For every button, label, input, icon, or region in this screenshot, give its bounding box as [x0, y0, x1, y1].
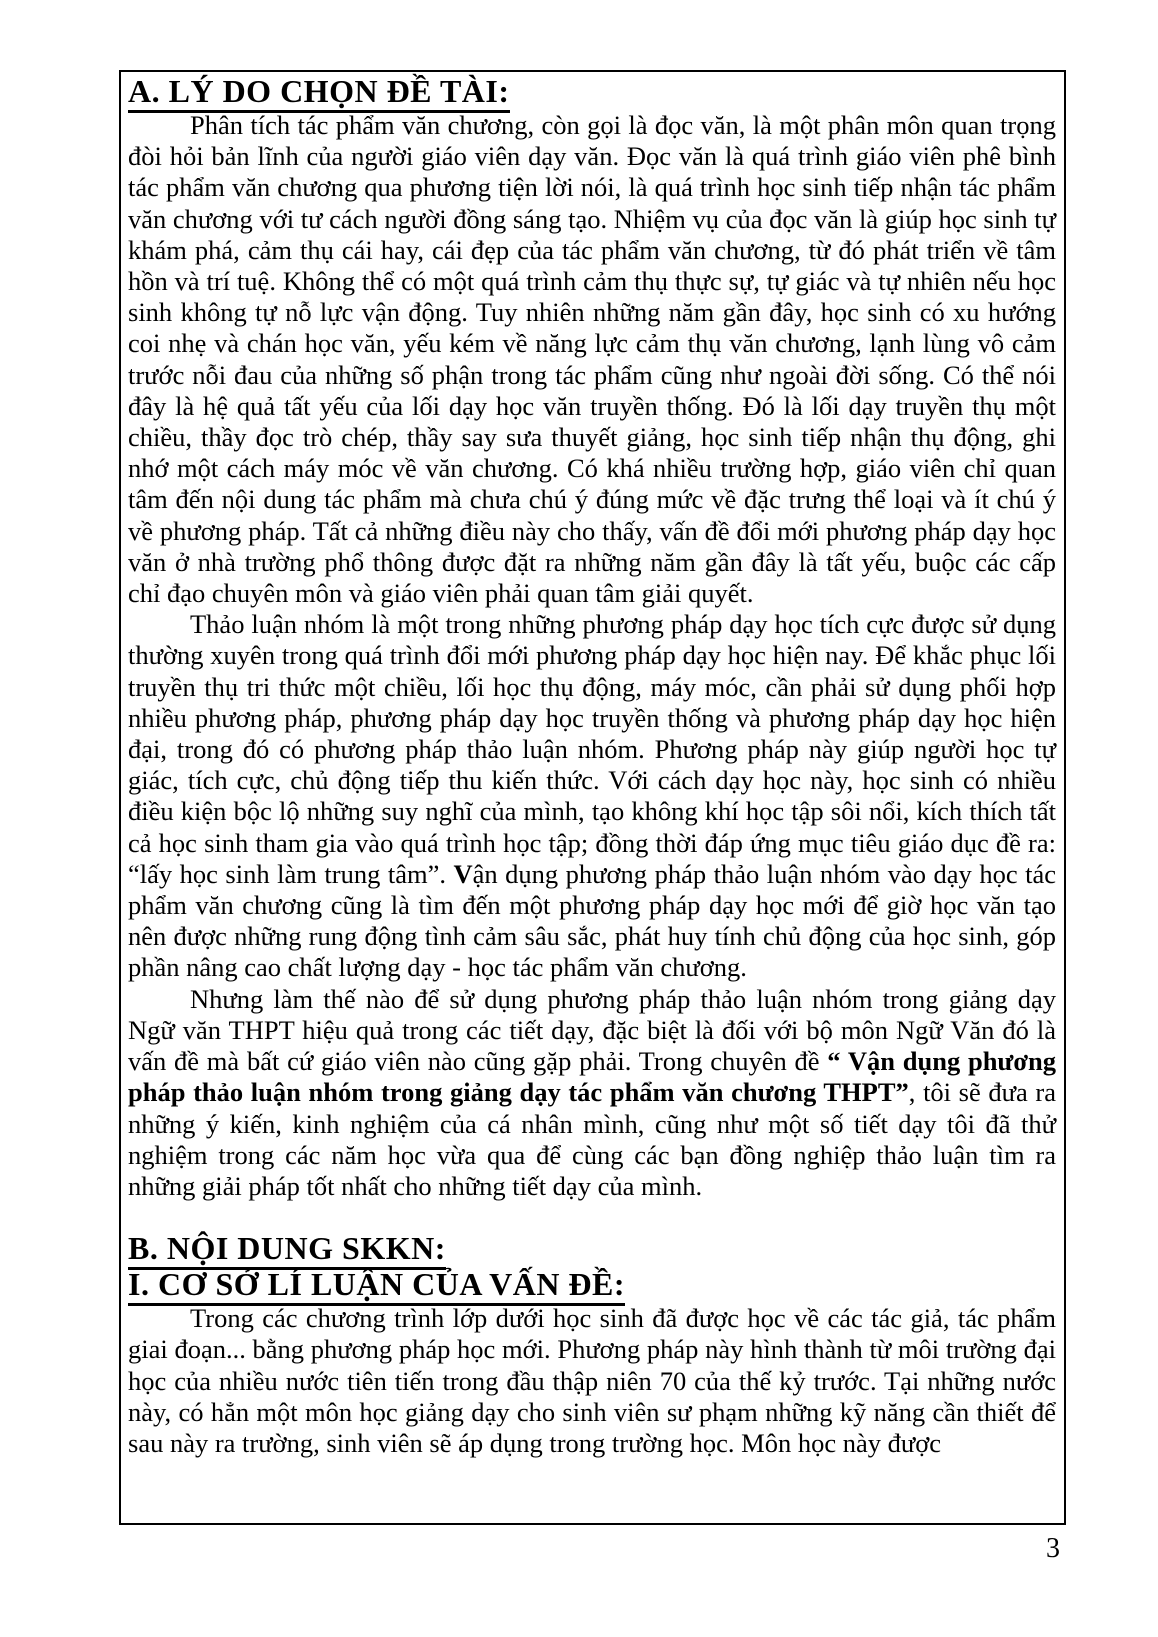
document-body: [128, 74, 1056, 1459]
heading-i-text: I. CƠ SỞ LÍ LUẬN CỦA VẤN ĐỀ:: [128, 1266, 625, 1306]
heading-i: [128, 1267, 1056, 1301]
heading-b: [128, 1231, 1056, 1265]
para-b-1: Trong các chương trình lớp dưới học sinh đã được học về các tác giả, tác phẩm giai đoạn... bằng phương pháp học mới. Phương pháp này hình thành từ môi trường đại học của nhiều nước tiên tiến trong đầu thập niên 70 của thế kỷ trước. Tại những nước này, có hẳn một môn học giảng dạy cho sinh viên sư phạm những kỹ năng cần thiết để sau này ra trường, sinh viên sẽ áp dụng trong trường học. Môn học này được: [128, 1303, 1056, 1458]
heading-b-text: B. NỘI DUNG SKKN:: [128, 1230, 446, 1270]
page-border: [119, 70, 1066, 1525]
page-number: 3: [1046, 1533, 1060, 1564]
para-a-2: Thảo luận nhóm là một trong những phương pháp dạy học tích cực được sử dụng thường xuyên trong quá trình đổi mới phương pháp dạy học hiện nay. Để khắc phục lối truyền thụ tri thức một chiều, lối học thụ động, máy móc, cần phải sử dụng phối hợp nhiều phương pháp, phương pháp dạy học truyền thống và phương pháp dạy học hiện đại, trong đó có phương pháp thảo luận nhóm. Phương pháp này giúp người học tự giác, tích cực, chủ động tiếp thu kiến thức. Với cách dạy học này, học sinh có nhiều điều kiện bộc lộ những suy nghĩ của mình, tạo không khí học tập sôi nổi, kích thích tất cả học sinh tham gia vào quá trình học tập; đồng thời đáp ứng mục tiêu giáo dục đề ra: “lấy học sinh làm trung tâm”. Vận dụng phương pháp thảo luận nhóm vào dạy học tác phẩm văn chương cũng là tìm đến một phương pháp dạy học mới để giờ học văn tạo nên được những rung động tình cảm sâu sắc, phát huy tính chủ động của học sinh, góp phần nâng cao chất lượng dạy - học tác phẩm văn chương.: [128, 609, 1056, 983]
heading-a: [128, 74, 1056, 108]
heading-a-text: A. LÝ DO CHỌN ĐỀ TÀI:: [128, 73, 510, 113]
para-a-3: Nhưng làm thế nào để sử dụng phương pháp thảo luận nhóm trong giảng dạy Ngữ văn THPT hiệu quả trong các tiết dạy, đặc biệt là đối với bộ môn Ngữ Văn đó là vấn đề mà bất cứ giáo viên nào cũng gặp phải. Trong chuyên đề “ Vận dụng phương pháp thảo luận nhóm trong giảng dạy tác phẩm văn chương THPT”, tôi sẽ đưa ra những ý kiến, kinh nghiệm của cá nhân mình, cũng như một số tiết dạy tôi đã thử nghiệm trong các năm học vừa qua để cùng các bạn đồng nghiệp thảo luận tìm ra những giải pháp tốt nhất cho những tiết dạy của mình.: [128, 983, 1057, 1201]
para-a-1: Phân tích tác phẩm văn chương, còn gọi là đọc văn, là một phân môn quan trọng đòi hỏi bản lĩnh của người giáo viên dạy văn. Đọc văn là quá trình giáo viên phê bình tác phẩm văn chương qua phương tiện lời nói, là quá trình học sinh tiếp nhận tác phẩm văn chương với tư cách người đồng sáng tạo. Nhiệm vụ của đọc văn là giúp học sinh tự khám phá, cảm thụ cái hay, cái đẹp của tác phẩm văn chương, từ đó phát triển về tâm hồn và trí tuệ. Không thể có một quá trình cảm thụ thực sự, tự giác và tự nhiên nếu học sinh không tự nỗ lực vận động. Tuy nhiên những năm gần đây, học sinh có xu hướng coi nhẹ và chán học văn, yếu kém về năng lực cảm thụ văn chương, lạnh lùng vô cảm trước nỗi đau của những số phận trong tác phẩm cũng như ngoài đời sống. Có thể nói đây là hệ quả tất yếu của lối dạy học văn truyền thống. Đó là lối dạy truyền thụ một chiều, thầy đọc trò chép, thầy say sưa thuyết giảng, học sinh tiếp nhận thụ động, ghi nhớ một cách máy móc về văn chương. Có khá nhiều trường hợp, giáo viên chỉ quan tâm đến nội dung tác phẩm mà chưa chú ý đúng mức về đặc trưng thể loại và ít chú ý về phương pháp. Tất cả những điều này cho thấy, vấn đề đổi mới phương pháp dạy học văn ở nhà trường phổ thông được đặt ra những năm gần đây là tất yếu, buộc các cấp chỉ đạo chuyên môn và giáo viên phải quan tâm giải quyết.: [128, 110, 1056, 609]
